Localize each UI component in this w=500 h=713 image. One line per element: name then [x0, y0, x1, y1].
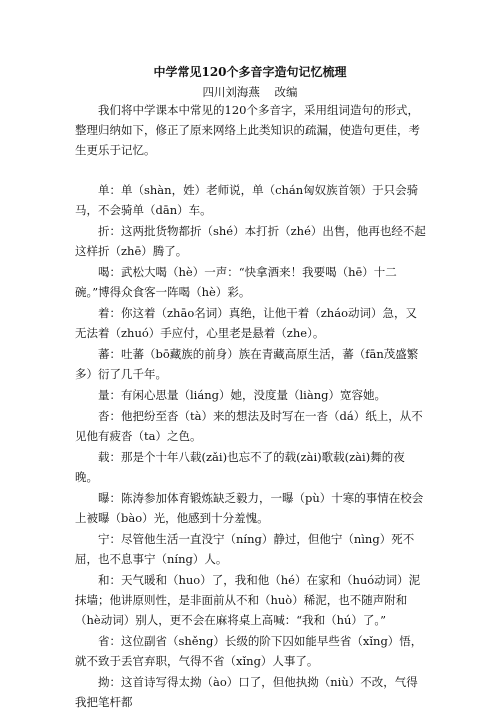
intro-paragraph: 我们将中学课本中常见的120个多音字，采用组词造句的形式，整理归纳如下，修正了原来网络上此类知识的疏漏，使造句更佳，考生更乐于记忆。 — [75, 103, 420, 157]
entry-paragraph: 沓：他把纷至沓（tà）来的想法及时写在一沓（dá）纸上，从不见他有疲沓（ta）之色。 — [75, 409, 423, 443]
entry-paragraph: 喝：武松大喝（hè）一声：“快拿酒来！我要喝（hē）十二碗。”博得众食客一阵喝（hè）彩。 — [75, 265, 397, 299]
entry-paragraph: 折：这两批货物都折（shé）本打折（zhé）出售，他再也经不起这样折（zhē）腾了。 — [75, 224, 426, 258]
document-title: 中学常见120个多音字造句记忆梳理 — [153, 65, 347, 79]
document-body — [75, 100, 427, 713]
entry-paragraph: 和：天气暖和（huo）了，我和他（hé）在家和（huó动词）泥抹墙；他讲原则性，是非面前从不和（huò）稀泥，也不随声附和（hè动词）别人，更不会在麻将桌上高喊：“我和（hú）了。” — [75, 573, 421, 627]
entry-paragraph: 宁：尽管他生活一直没宁（níng）静过，但他宁（nìng）死不屈，也不息事宁（níng）人。 — [75, 532, 415, 566]
entry-paragraph: 量：有闲心思量（liáng）她，没度量（liàng）宽容她。 — [98, 388, 386, 402]
entry-paragraph: 曝：陈涛参加体育锻炼缺乏毅力，一曝（pù）十寒的事情在校会上被曝（bào）光，他感到十分羞愧。 — [75, 491, 424, 525]
entry-paragraph: 拗：这首诗写得太拗（ào）口了，但他执拗（niù）不改，气得我把笔杆都 — [75, 675, 418, 709]
entry-paragraph: 省：这位副省（shěng）长级的阶下囚如能早些省（xǐng）悟，就不致于丢官弃职，气得不省（xǐng）人事了。 — [75, 634, 423, 668]
document-author-line: 四川刘海燕 改编 — [202, 85, 298, 99]
entry-paragraph: 着：你这着（zhāo名词）真绝，让他干着（zháo动词）急，又无法着（zhuó）手应付，心里老是悬着（zhe）。 — [75, 306, 417, 340]
entry-paragraph: 载：那是个十年八载(zǎi)也忘不了的载(zài)歌载(zài)舞的夜晚。 — [75, 450, 405, 484]
entry-paragraph: 蕃：吐蕃（bō藏族的前身）族在青藏高原生活，蕃（fān茂盛繁多）衍了几千年。 — [75, 347, 419, 381]
entry-paragraph: 单：单（shàn，姓）老师说，单（chán匈奴族首领）于只会骑马，不会骑单（dān）车。 — [75, 183, 419, 217]
